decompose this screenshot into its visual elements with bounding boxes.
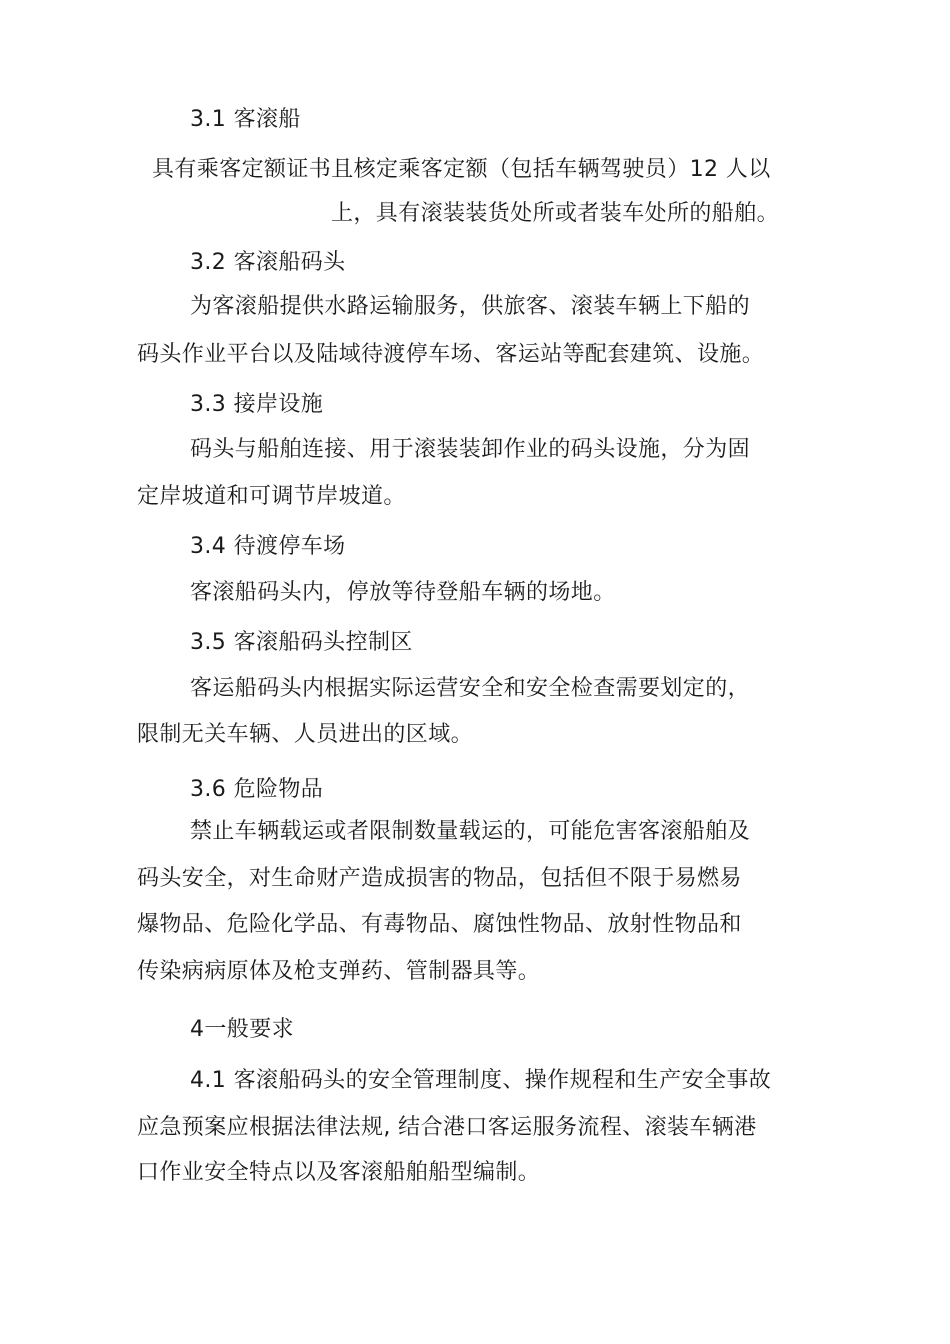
section-heading: 4一般要求	[190, 1017, 294, 1042]
paragraph-line: 口作业安全特点以及客滚船舶船型编制。	[137, 1160, 541, 1185]
section-heading: 3.2 客滚船码头	[190, 250, 346, 275]
paragraph-line: 4.1 客滚船码头的安全管理制度、操作规程和生产安全事故	[190, 1068, 772, 1093]
section-heading: 3.1 客滚船	[190, 107, 301, 132]
paragraph-line: 客运船码头内根据实际运营安全和安全检查需要划定的，	[190, 676, 751, 701]
paragraph-line: 码头作业平台以及陆域待渡停车场、客运站等配套建筑、设施。	[137, 342, 765, 367]
section-heading: 3.5 客滚船码头控制区	[190, 630, 413, 655]
paragraph-line: 上，具有滚装装货处所或者装车处所的船舶。	[331, 201, 780, 226]
paragraph-line: 传染病病原体及枪支弹药、管制器具等。	[137, 959, 541, 984]
section-heading: 3.6 危险物品	[190, 777, 324, 802]
section-heading: 3.3 接岸设施	[190, 392, 324, 417]
paragraph-line: 爆物品、危险化学品、有毒物品、腐蚀性物品、放射性物品和	[137, 912, 742, 937]
paragraph-line: 为客滚船提供水路运输服务，供旅客、滚装车辆上下船的	[190, 294, 751, 319]
paragraph-line: 码头安全，对生命财产造成损害的物品，包括但不限于易燃易	[137, 866, 742, 891]
paragraph-line: 应急预案应根据法律法规, 结合港口客运服务流程、滚装车辆港	[137, 1115, 757, 1140]
paragraph-line: 码头与船舶连接、用于滚装装卸作业的码头设施，分为固	[190, 437, 751, 462]
section-heading: 3.4 待渡停车场	[190, 534, 346, 559]
paragraph-line: 客滚船码头内，停放等待登船车辆的场地。	[190, 580, 616, 605]
paragraph-line: 限制无关车辆、人员进出的区域。	[137, 722, 474, 747]
paragraph-line: 禁止车辆载运或者限制数量载运的，可能危害客滚船舶及	[190, 819, 751, 844]
paragraph-line: 定岸坡道和可调节岸坡道。	[137, 484, 406, 509]
paragraph-line: 具有乘客定额证书且核定乘客定额（包括车辆驾驶员）12 人以	[152, 157, 771, 182]
